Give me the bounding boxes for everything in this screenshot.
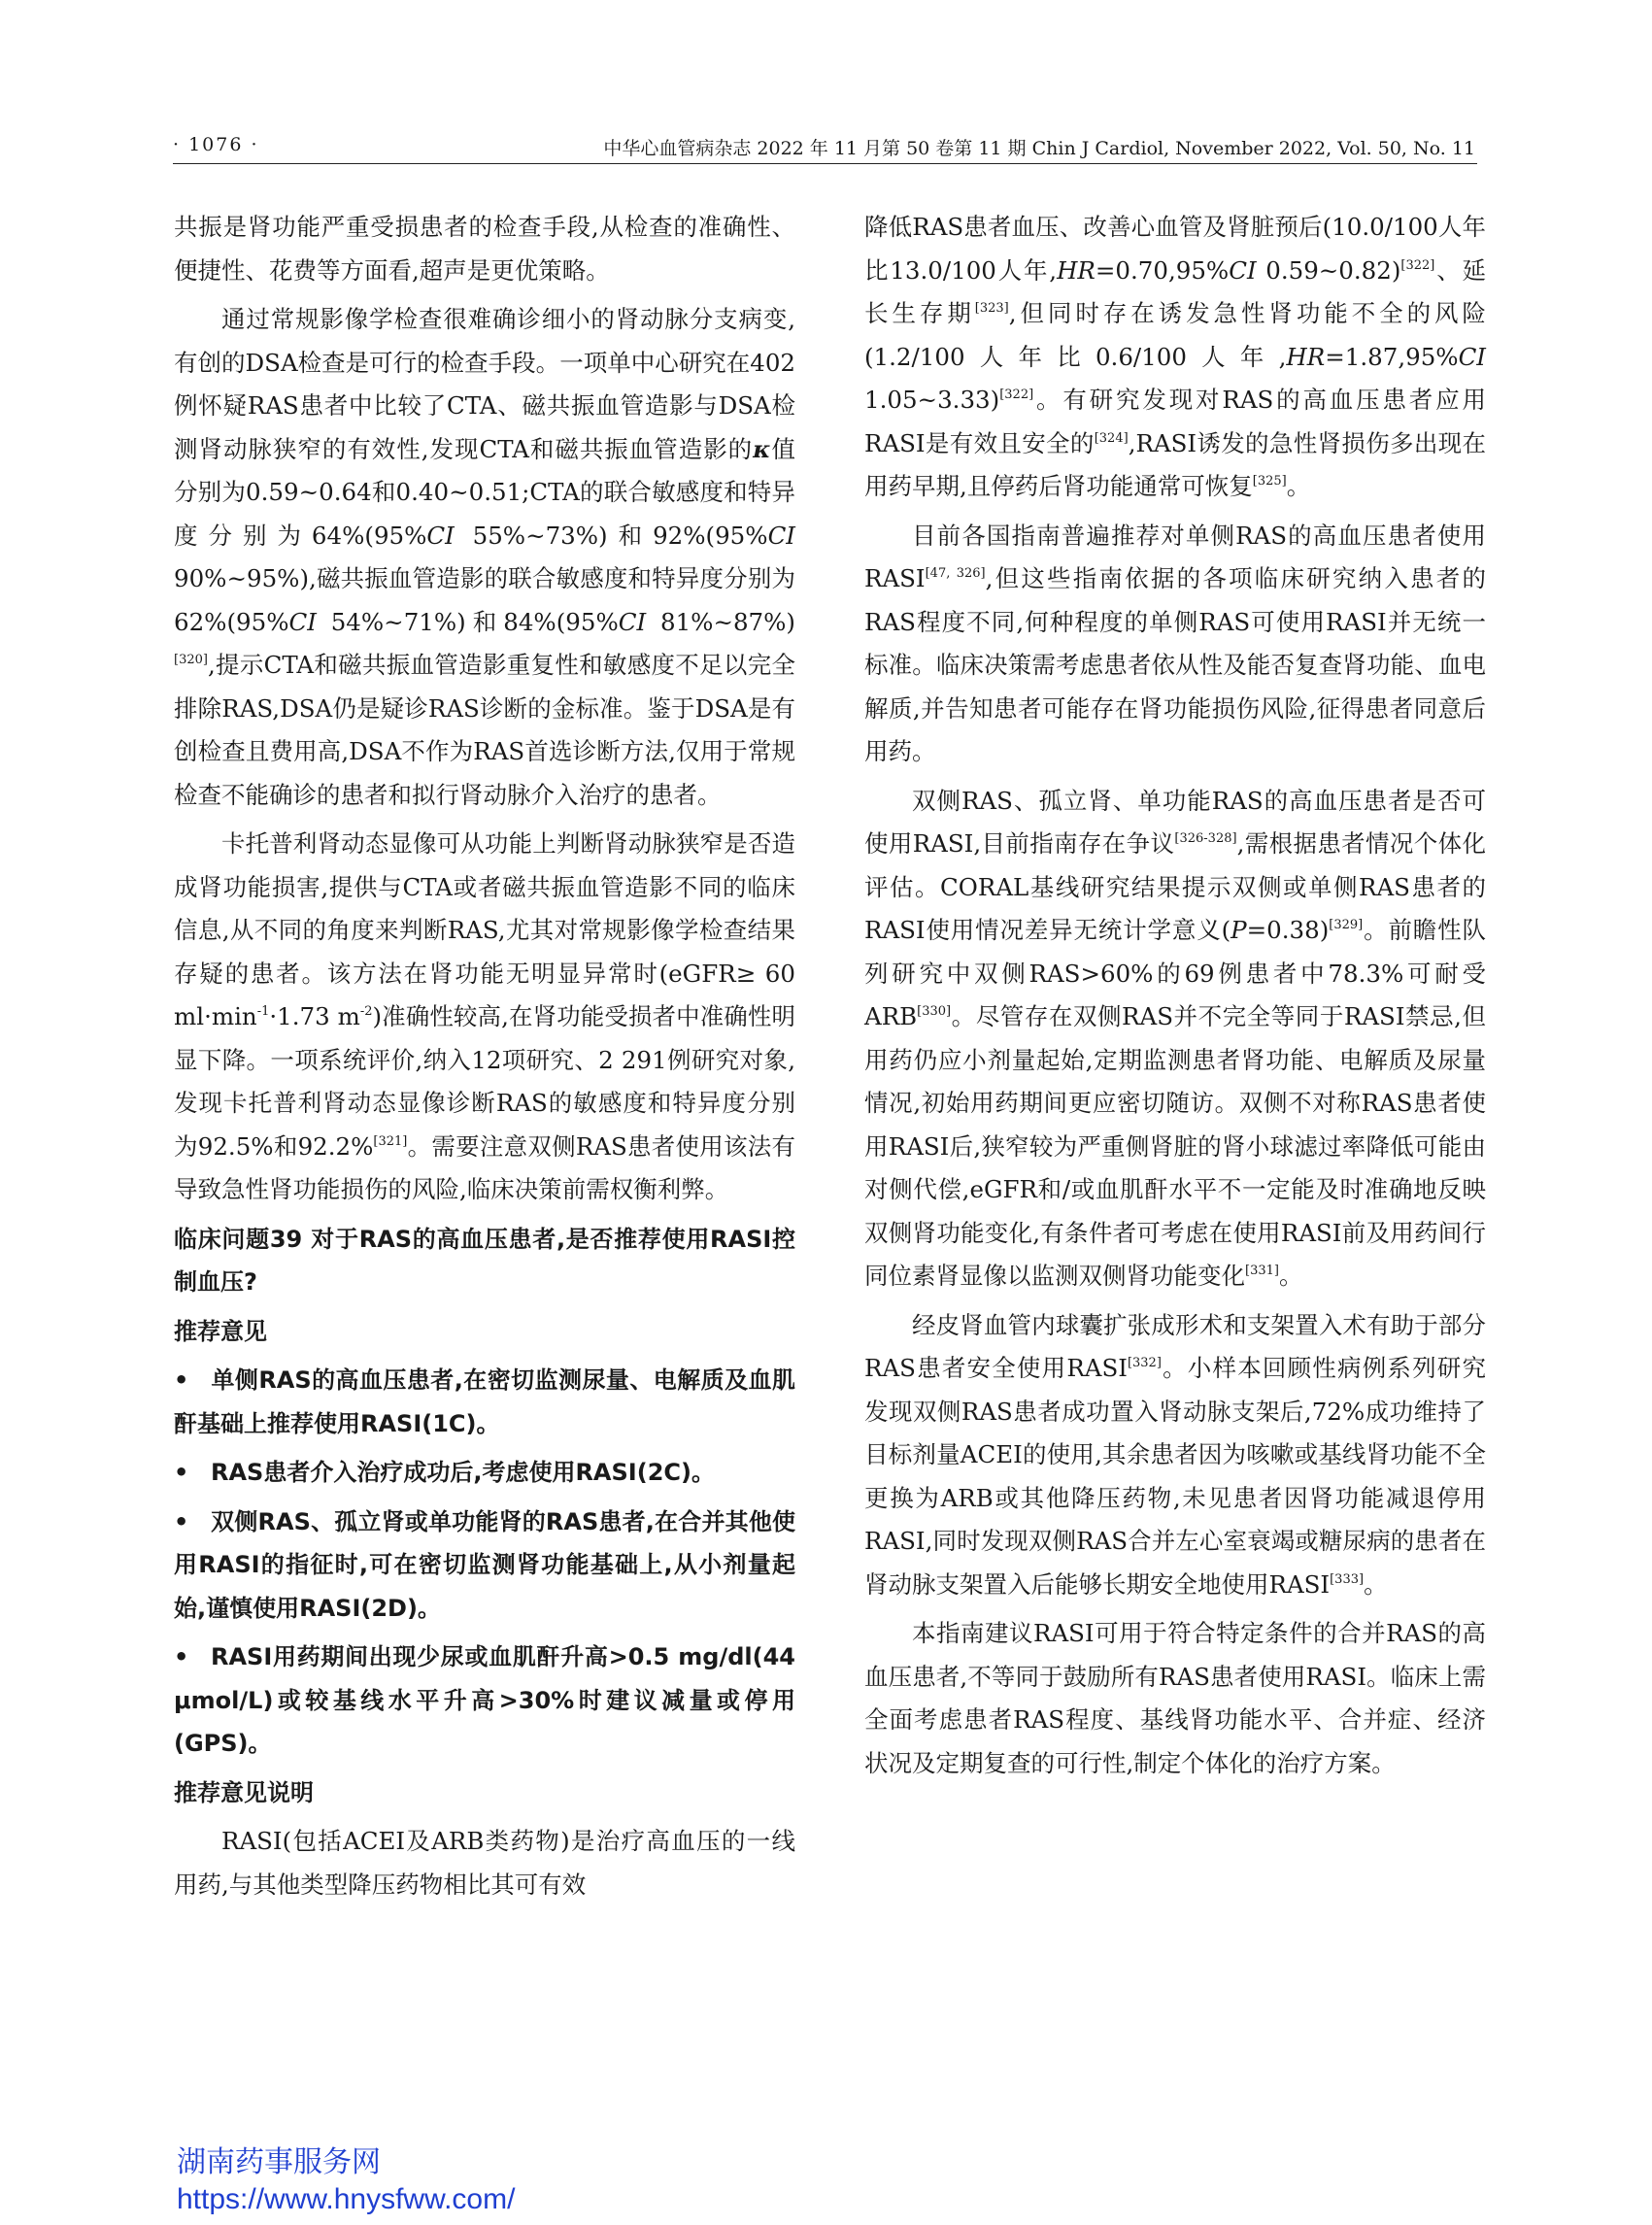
recommendation-item: • RAS患者介入治疗成功后,考虑使用RASI(2C)。 (174, 1451, 795, 1495)
recommendation-item: • RASI用药期间出现少尿或血肌酐升高>0.5 mg/dl(44 μmol/L)或较基线水平升高>30%时建议减量或停用(GPS)。 (174, 1635, 795, 1766)
bullet-icon: • (174, 1507, 189, 1535)
citation-ref: [329] (1329, 918, 1364, 932)
paragraph: 目前各国指南普遍推荐对单侧RAS的高血压患者使用RASI[47, 326],但这些指南依据的各项临床研究纳入患者的RAS程度不同,何种程度的单侧RAS可使用RASI并无统一标准。临床决策需考虑患者依从性及能否复查肾功能、血电解质,并告知患者可能存在肾功能损伤风险,征得患者同意后用药。 (864, 521, 1486, 765)
citation-ref: [321] (373, 1133, 408, 1149)
paragraph: 本指南建议RASI可用于符合特定条件的合并RAS的高血压患者,不等同于鼓励所有RAS患者使用RASI。临床上需全面考虑患者RAS程度、基线肾功能水平、合并症、经济状况及定期复查的可行性,制定个体化的治疗方案。 (864, 1619, 1486, 1777)
right-column (864, 206, 1486, 1791)
citation-ref: [325] (1252, 474, 1287, 489)
citation-ref: [322] (999, 388, 1034, 402)
citation-ref: [326-328] (1174, 831, 1237, 846)
citation-ref: [332] (1127, 1356, 1162, 1370)
citation-ref: [333] (1330, 1571, 1365, 1587)
citation-ref: [323] (974, 301, 1009, 316)
paragraph: RASI(包括ACEI及ARB类药物)是治疗高血压的一线用药,与其他类型降压药物相比其可有效 (174, 1827, 795, 1899)
paragraph: 经皮肾血管内球囊扩张成形术和支架置入术有助于部分RAS患者安全使用RASI[332]。小样本回顾性病例系列研究发现双侧RAS患者成功置入肾动脉支架后,72%成功维持了目标剂量ACEI的使用,其余患者因为咳嗽或基线肾功能不全更换为ARB或其他降压药物,未见患者因肾功能减退停用RASI,同时发现双侧RAS合并左心室衰竭或糖尿病的患者在肾动脉支架置入后能够长期安全地使用RASI[333]。 (864, 1310, 1487, 1599)
explanation-title: 推荐意见说明 (174, 1778, 314, 1806)
paragraph: 卡托普利肾动态显像可从功能上判断肾动脉狭窄是否造成肾功能损害,提供与CTA或者磁共振血管造影不同的临床信息,从不同的角度来判断RAS,尤其对常规影像学检查结果存疑的患者。该方法在肾功能无明显异常时(eGFR≥ 60 $ml\cdot\min^{-1}\cdot 1.73$ $m^{-2}$)准确性较高,在肾功能受损者中准确性明显下降。一项系统评价,纳入12项研究、2 291例研究对象,发现卡托普利肾动态显像诊断RAS的敏感度和特异度分别为92.5%和92.2%[321]。需要注意双侧RAS患者使用该法有导致急性肾功能损伤的风险,临床决策前需权衡利弊。 (174, 829, 795, 1203)
site-name: 湖南药事服务网 (177, 2146, 381, 2178)
paragraph: 共振是肾功能严重受损患者的检查手段,从检查的准确性、便捷性、花费等方面看,超声是更优策略。 (174, 213, 795, 285)
section-heading: 临床问题39 对于RAS的高血压患者,是否推荐使用RASI控制血压? (174, 1225, 795, 1296)
bullet-icon: • (174, 1459, 189, 1486)
citation-ref: [324] (1094, 430, 1129, 446)
bullet-icon: • (174, 1643, 189, 1670)
site-url-link[interactable]: https://www.hnysfww.com/ (177, 2183, 516, 2215)
recommendation-item: • 单侧RAS的高血压患者,在密切监测尿量、电解质及血肌酐基础上推荐使用RASI(1C)。 (174, 1359, 795, 1445)
journal-citation: 中华心血管病杂志 2022 年 11 月第 50 卷第 11 期 Chin J Cardiol, November 2022, Vol. 50, No. 11 (603, 138, 1475, 159)
citation-ref: [330] (917, 1004, 952, 1019)
paragraph: 通过常规影像学检查很难确诊细小的肾动脉分支病变,有创的DSA检查是可行的检查手段。一项单中心研究在402例怀疑RAS患者中比较了CTA、磁共振血管造影与DSA检测肾动脉狭窄的有效性,发现CTA和磁共振血管造影的κ值分别为0.59~0.64和0.40~0.51;CTA的联合敏感度和特异度分别为64%(95%CI 55%~73%)和92%(95%CI 90%~95%),磁共振血管造影的联合敏感度和特异度分别为62%(95%CI 54%~71%)和84%(95%CI 81%~87%)[320],提示CTA和磁共振血管造影重复性和敏感度不足以完全排除RAS,DSA仍是疑诊RAS诊断的金标准。鉴于DSA是有创检查且费用高,DSA不作为RAS首选诊断方法,仅用于常规检查不能确诊的患者和拟行肾动脉介入治疗的患者。 (174, 305, 796, 809)
running-header (173, 128, 1477, 164)
bullet-icon: • (174, 1366, 189, 1394)
recommendation-title: 推荐意见 (174, 1317, 267, 1345)
left-column (174, 206, 795, 1912)
paragraph: 降低RAS患者血压、改善心血管及肾脏预后(10.0/100人年比13.0/100人年,HR=0.70,95%CI 0.59~0.82)[322]、延长生存期[323],但同时存在诱发急性肾功能不全的风险(1.2/100人年比0.6/100人年,HR=1.87,95%CI 1.05~3.33)[322]。有研究发现对RAS的高血压患者应用RASI是有效且安全的[324],RASI诱发的急性肾损伤多出现在用药早期,且停药后肾功能通常可恢复[325]。 (864, 213, 1486, 500)
paragraph: 双侧RAS、孤立肾、单功能RAS的高血压患者是否可使用RASI,目前指南存在争议[326-328],需根据患者情况个体化评估。CORAL基线研究结果提示双侧或单侧RAS患者的RASI使用情况差异无统计学意义(P=0.38)[329]。前瞻性队列研究中双侧RAS>60%的69例患者中78.3%可耐受ARB[330]。尽管存在双侧RAS并不完全等同于RASI禁忌,但用药仍应小剂量起始,定期监测患者肾功能、电解质及尿量情况,初始用药期间更应密切随访。双侧不对称RAS患者使用RASI后,狭窄较为严重侧肾脏的肾小球滤过率降低可能由对侧代偿,eGFR和/或血肌酐水平不一定能及时准确地反映双侧肾功能变化,有条件者可考虑在使用RASI前及用药间行同位素肾显像以监测双侧肾功能变化[331]。 (864, 786, 1487, 1290)
recommendation-item: • 双侧RAS、孤立肾或单功能肾的RAS患者,在合并其他使用RASI的指征时,可在密切监测肾功能基础上,从小剂量起始,谨慎使用RASI(2D)。 (174, 1500, 795, 1631)
citation-ref: [331] (1245, 1264, 1279, 1278)
citation-ref: [47, 326] (925, 566, 986, 581)
citation-ref: [320] (174, 653, 208, 667)
watermark-footer (177, 2144, 515, 2218)
citation-ref: [322] (1400, 257, 1435, 273)
page-number: · 1076 · (173, 134, 259, 155)
